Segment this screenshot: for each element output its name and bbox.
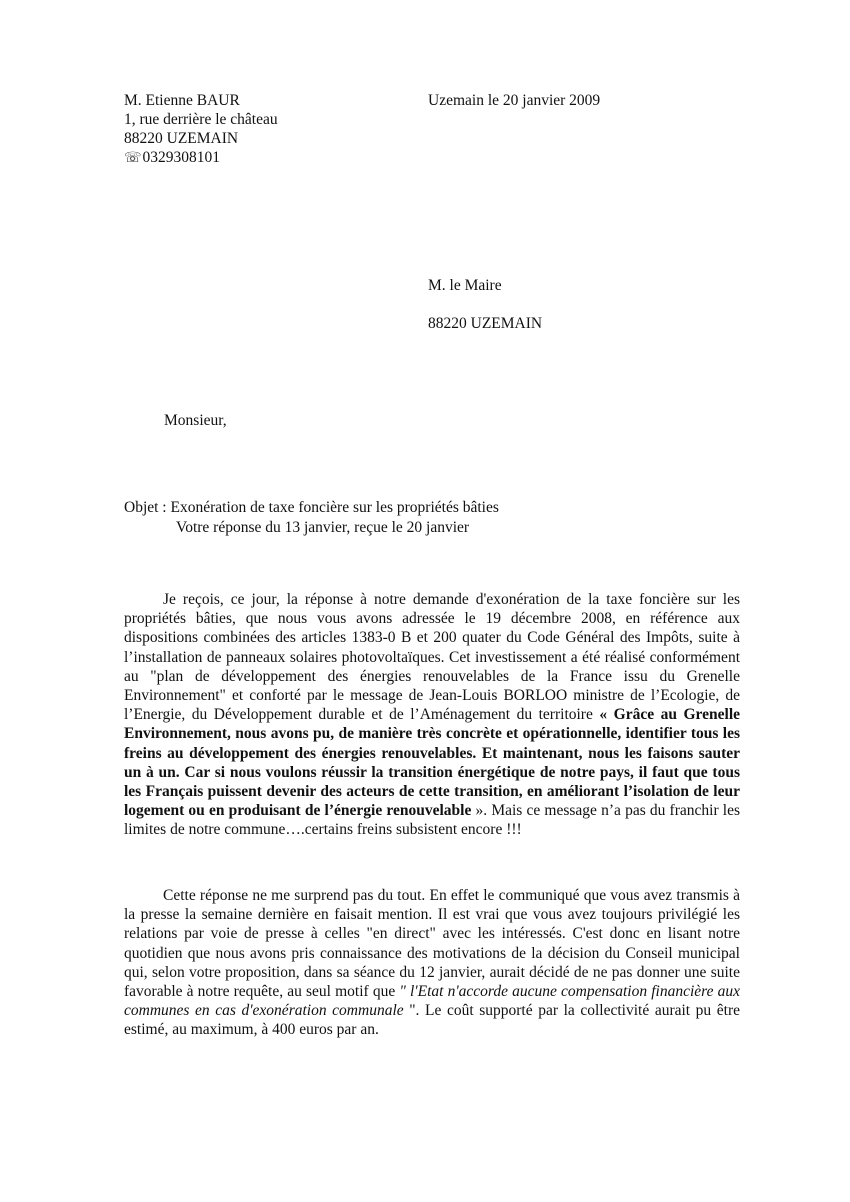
date-line: Uzemain le 20 janvier 2009	[428, 92, 601, 109]
salutation: Monsieur,	[164, 412, 227, 429]
object-subject: Exonération de taxe foncière sur les propriétés bâties	[170, 499, 499, 516]
minister-quote: Grâce au Grenelle Environnement, nous avons pu, de manière très concrète et opérationnelle, identifier tous les freins au développement des énergies renouvelables. Et maintenant, nous les faisons sauter un à un. Car si nous voulons réussir la transition énergétique de notre pays, il faut que tous les Français puissent devenir des acteurs de cette transition, en améliorant l’isolation de leur logement ou en produisant de l’énergie renouvelable	[124, 706, 741, 820]
recipient-city: 88220 UZEMAIN	[428, 315, 543, 332]
recipient-name: M. le Maire	[428, 277, 502, 294]
paragraph-1-intro: Je reçois, ce jour, la réponse à notre demande d'exonération de la taxe foncière sur les propriétés bâties, que nous vous avons adressée le 19 décembre 2008, en référence aux dispositions combinées des articles 1383-0 B et 200 quater du Code Général des Impôts, suite à l’installation de panneaux solaires photovoltaïques. Cet investissement a été réalisé conformément au "plan de développement des énergies renouvelables de la France issu du Grenelle Environnement" et conforté par le message de Jean-Louis BORLOO ministre de l’Ecologie, de l’Energie, du Développement durable et de l’Aménagement du territoire	[124, 591, 740, 724]
sender-city: 88220 UZEMAIN	[124, 130, 239, 147]
object-block	[124, 498, 499, 538]
telephone-icon: ☏	[124, 151, 142, 166]
paragraph-1	[124, 590, 740, 840]
sender-block	[124, 91, 278, 168]
sender-name: M. Etienne BAUR	[124, 92, 240, 109]
paragraph-1-outro: Mais ce message n’a pas du franchir les limites de notre commune….certains freins subsistent encore !!!	[124, 802, 740, 839]
state-quote: " l'Etat n'accorde aucune compensation financière aux communes en cas d'exonération communale	[124, 983, 741, 1020]
sender-address: 1, rue derrière le château	[124, 111, 278, 128]
sender-phone: 0329308101	[142, 149, 221, 166]
object-line-2: Votre réponse du 13 janvier, reçue le 20 janvier	[176, 519, 470, 536]
quote-close: ».	[475, 802, 488, 820]
quote-open: «	[599, 706, 608, 724]
state-quote-end: ".	[409, 1002, 420, 1020]
paragraph-2-text: Cette réponse ne me surprend pas du tout. En effet le communiqué que vous avez transmis à la presse la semaine dernière en faisait mention. Il est vrai que vous avez toujours privilégié les relations par voie de presse à celles "en direct" avec les intéressés. C'est donc en lisant notre quotidien que nous avons pris connaissance des motivations de la décision du Conseil municipal qui, selon votre proposition, dans sa séance du 12 janvier, aurait décidé de ne pas donner une suite favorable à notre requête, au seul motif que	[124, 887, 740, 1001]
object-line-1	[124, 498, 499, 518]
paragraph-2-outro: Le coût supporté par la collectivité aurait pu être estimé, au maximum, à 400 euros par an.	[124, 1002, 741, 1039]
paragraph-2	[124, 886, 740, 1040]
sender-phone-line	[124, 148, 278, 168]
object-label: Objet :	[124, 499, 167, 516]
